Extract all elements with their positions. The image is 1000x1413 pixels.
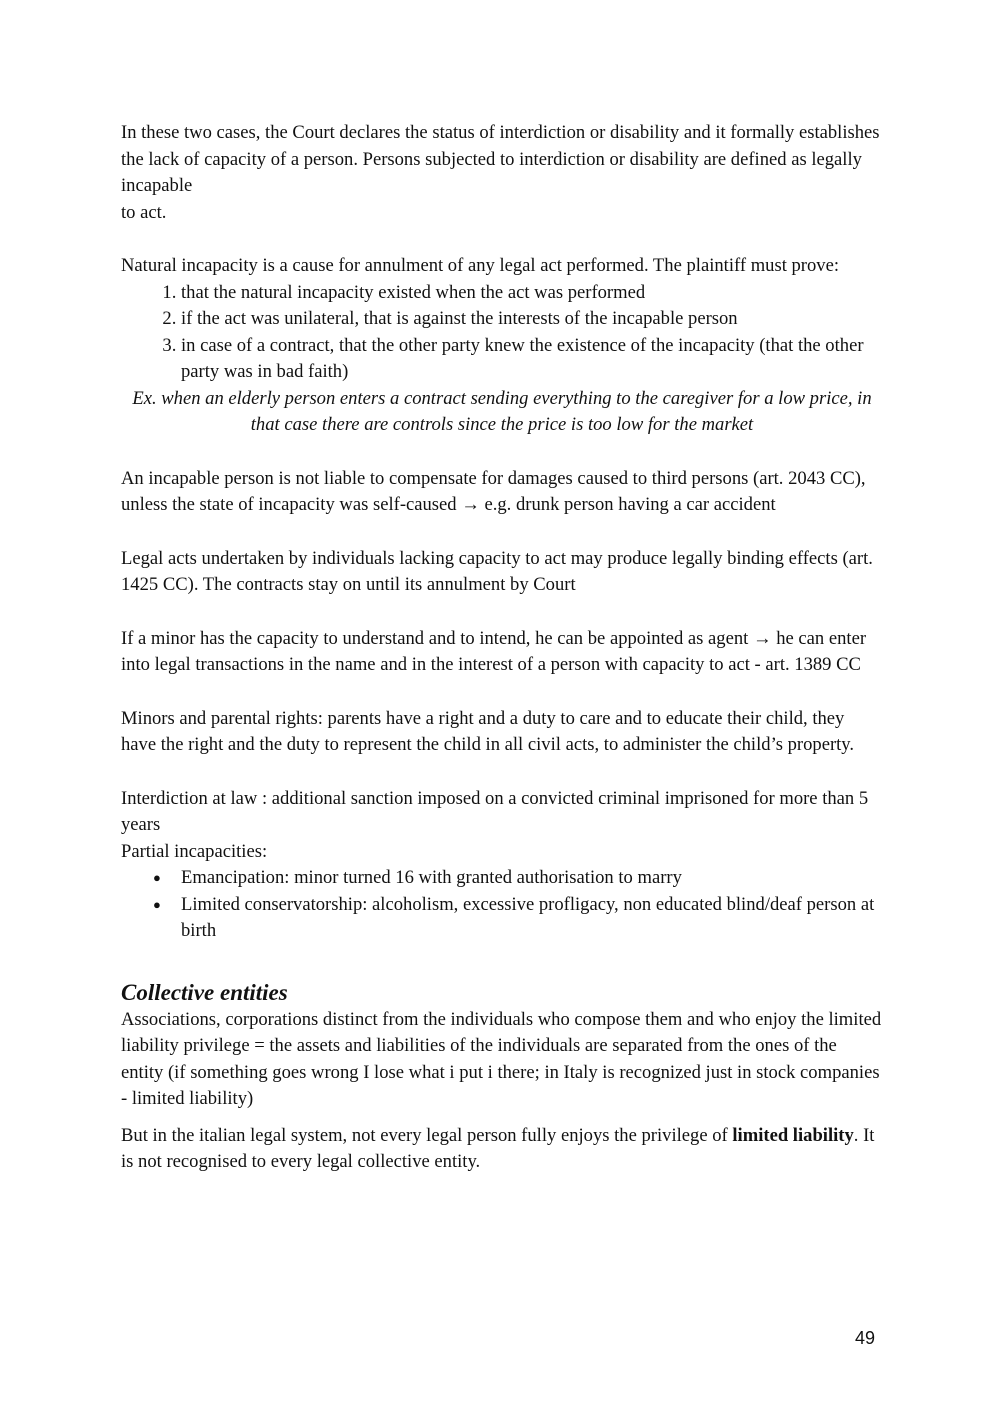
paragraph-interdiction-status: In these two cases, the Court declares the status of interdiction or disability and it formally establishes the lack of capacity of a person. Persons subjected to interdiction or disability are defined as legally incapable xyxy=(121,122,880,196)
proof-list xyxy=(121,280,883,386)
list-item: 3. in case of a contract, that the other party knew the existence of the incapacity (that the other party was in bad faith) xyxy=(181,333,883,386)
list-item: 1. that the natural incapacity existed when the act was performed xyxy=(181,280,883,307)
paragraph-parental-rights: Minors and parental rights: parents have a right and a duty to care and to educate their child, they have the right and the duty to represent the child in all civil acts, to administer the child’s property. xyxy=(121,707,855,755)
bold-term: limited liability xyxy=(732,1124,854,1146)
section-heading: Collective entities xyxy=(121,979,288,1005)
example-note: Ex. when an elderly person enters a contract sending everything to the caregiver for a low price, in that case there are controls since the price is too low for the market xyxy=(132,387,872,435)
list-item: 2. if the act was unilateral, that is against the interests of the incapable person xyxy=(181,306,883,333)
paragraph-liability: An incapable person is not liable to compensate for damages caused to third persons (art. 2043 CC), unless the state of incapacity was self-caused → e.g. drunk person having a car accident xyxy=(121,467,866,515)
paragraph-partial-incapacities: Partial incapacities: xyxy=(121,840,268,862)
text-run: . It is not recognised to every legal collective entity. xyxy=(121,1124,875,1172)
paragraph-interdiction-status-cont: to act. xyxy=(121,201,167,223)
text-run: But in the italian legal system, not every legal person fully enjoys the privilege of xyxy=(121,1124,733,1146)
paragraph-collective-entities: Associations, corporations distinct from the individuals who compose them and who enjoy the limited liability privilege = the assets and liabilities of the individuals are separated from the ones of the entity (if something goes wrong I lose what i put i there; in Italy is recognized just in stock companies - limited liability) xyxy=(121,1008,882,1109)
paragraph-legal-acts: Legal acts undertaken by individuals lacking capacity to act may produce legally binding effects (art. 1425 CC). The contracts stay on until its annulment by Court xyxy=(121,547,873,595)
list-item: ● Limited conservatorship: alcoholism, excessive profligacy, non educated blind/deaf person at birth xyxy=(181,892,883,945)
paragraph-limited-liability xyxy=(121,1123,883,1176)
list-item: ● Emancipation: minor turned 16 with granted authorisation to marry xyxy=(181,865,883,892)
page-number: 49 xyxy=(855,1328,876,1348)
partial-incapacities-list xyxy=(121,865,883,945)
page-content xyxy=(121,120,883,1176)
paragraph-natural-incapacity: Natural incapacity is a cause for annulment of any legal act performed. The plaintiff must prove: xyxy=(121,255,840,276)
paragraph-interdiction-at-law: Interdiction at law : additional sanction imposed on a convicted criminal imprisoned for more than 5 years xyxy=(121,787,869,835)
paragraph-minor-agent: If a minor has the capacity to understand and to intend, he can be appointed as agent → he can enter into legal transactions in the name and in the interest of a person with capacity to act - art. 1389 CC xyxy=(121,627,867,675)
